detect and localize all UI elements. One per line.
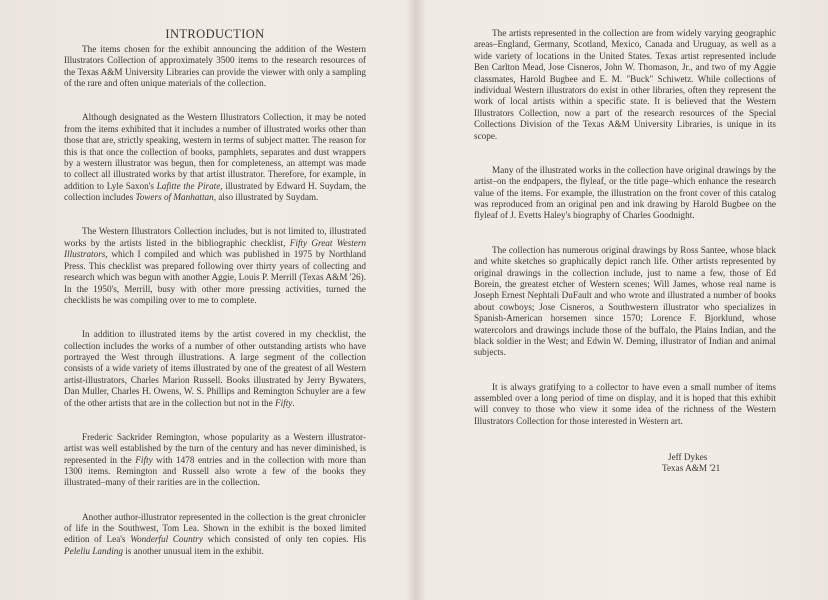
paragraph: In addition to illustrated items by the artist covered in my checklist, the collection includes the works of a number of other outstanding artists who have portrayed the West through illustrations. A large segment of the collection consists of a wide variety of items illustrated by one of the greatest of all Western artist-illustrators, Charles Marion Russell. Books illustrated by Jerry Bywaters, Dan Muller, Charles H. Owens, W. S. Phillips and Remington Schuyler are a few of the other artists that are in the collection but not in the Fifty.	[64, 329, 366, 408]
paragraph: Another author-illustrator represented in the collection is the great chronicler of life in the Southwest, Tom Lea. Shown in the exhibit is the boxed limited edition of Lea's Wonderful Country which consisted of only ten copies. His Peleliu Landing is another unusual item in the exhibit.	[64, 511, 367, 556]
paragraph: It is always gratifying to a collector to have even a small number of items assembled over a long period of time on display, and it is hoped that this exhibit will convey to those who view it some idea of the richness of the Western Illustrators Collection for those interested in Western art.	[474, 381, 776, 426]
paragraph: The artists represented in the collection are from widely varying geographic areas–England, Germany, Scotland, Mexico, Canada and Uruguay, as well as a wide variety of locations in the United States. Texas artist represented include Ben Carlton Mead, Jose Cisneros, John W. Thomason, Jr., and two of my Aggie classmates, Harold Bugbee and E. M. "Buck" Schiwetz. While collections of individual Western illustrators do exist in other libraries, often they represent the work of local artists within a specific state. It is believed that the Western Illustrators Collection, now a part of the research resources of the Special Collections Division of the Texas A&M University Libraries, is unique in its scope.	[474, 28, 776, 141]
signature	[662, 452, 720, 475]
signature-affiliation: Texas A&M '21	[662, 463, 721, 474]
signature-name: Jeff Dykes	[668, 452, 708, 462]
paragraph: Frederic Sackrider Remington, whose popularity as a Western illustrator-artist was well established by the turn of the century and has never diminished, is represented in the Fifty with 1478 entries and in the collection with more than 1300 items. Remington and Russell also wrote a few of the books they illustrated–many of their rarities are in the collection.	[64, 431, 366, 488]
paragraph: The Western Illustrators Collection includes, but is not limited to, illustrated works by the artists listed in the bibliographic checklist, Fifty Great Western Illustrators, which I compiled and which was published in 1975 by Northland Press. This checklist was prepared following over thirty years of collecting and research which was begun with another Aggie, Louis P. Merrill (Texas A&M '26). In the 1950's, Merrill, busy with other more pressing activities, turned the checklists he was compiling over to me to complete.	[64, 226, 366, 305]
page-title: INTRODUCTION	[165, 27, 265, 41]
paragraph: The items chosen for the exhibit announcing the addition of the Western Illustrators Collection of approximately 3500 items to the research resources of the Texas A&M University Libraries can provide the viewer with only a sampling of the rare and often unique materials of the collection.	[64, 44, 366, 89]
paragraph: The collection has numerous original drawings by Ross Santee, whose black and white sketches so graphically depict ranch life. Other artists represented by original drawings in the collection include, just to name a few, those of Ed Borein, the greatest etcher of Western scenes; Will James, whose real name is Joseph Ernest Nephtali DuFault and who wrote and illustrated a number of books about cowboys; Jose Cisneros, a Southwestern illustrator who specializes in Spanish-American horsemen since 1570; Lorence F. Bjorklund, whose watercolors and drawings include those of the buffalo, the Plains Indian, and the black soldier in the West; and Edwin W. Deming, illustrator of Indian and animal subjects.	[474, 244, 776, 358]
right-page-text	[474, 28, 776, 450]
paragraph: Although designated as the Western Illustrators Collection, it may be noted from the items exhibited that it includes a number of illustrated works other than those that are, strictly speaking, western in terms of subject matter. The reason for this is that once the collection of books, pamphlets, separates and dust wrappers by a western illustrator was begun, then for completeness, an attempt was made to collect all illustrated works by that artist illustrator. Therefore, for example, in addition to Lyle Saxon's Lafitte the Pirate, illustrated by Edward H. Suydam, the collection includes Towers of Manhattan, also illustrated by Suydam.	[64, 112, 366, 203]
left-page-text	[64, 44, 366, 580]
right-page	[414, 0, 828, 600]
paragraph: Many of the illustrated works in the collection have original drawings by the artist–on the endpapers, the flyleaf, or the title page–which enhance the research value of the items. For example, the illustration on the front cover of this catalog was reproduced from an original pen and ink drawing by Harold Bugbee on the flyleaf of J. Evetts Haley's biography of Charles Goodnight.	[474, 164, 776, 221]
